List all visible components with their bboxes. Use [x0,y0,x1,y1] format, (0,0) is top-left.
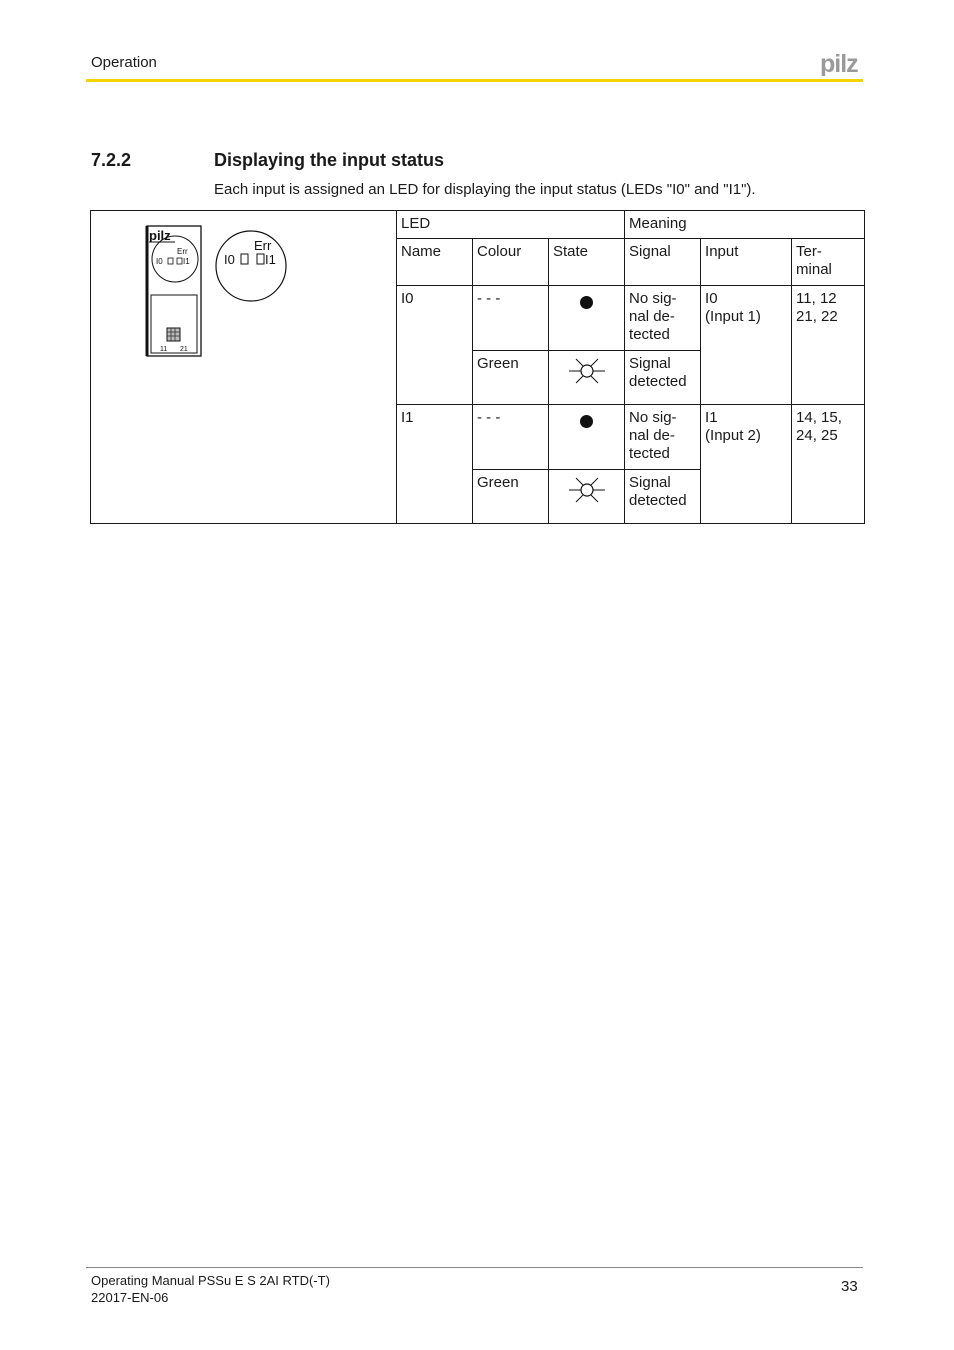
module-i1-label: I1 [183,257,190,266]
zoom-i0-label: I0 [224,252,235,267]
module-logo: pilz [149,228,171,243]
col-header-terminal: Ter- minal [792,239,865,286]
module-figure [91,211,397,523]
input-cell-i1: I1 (Input 2) [701,405,792,524]
module-led-i0 [168,258,173,264]
terminal-label-right: 21 [180,346,188,353]
state-cell [549,405,625,470]
footer-doc-number: 22017-EN-06 [91,1290,169,1305]
led-name-i1: I1 [397,405,473,524]
terminal-cell-i1: 14, 15, 24, 25 [792,405,865,524]
zoom-i1-label: I1 [265,252,276,267]
colour-cell: Green [473,351,549,405]
col-header-colour: Colour [473,239,549,286]
terminal-cell-i0: 11, 12 21, 22 [792,286,865,405]
signal-cell: No sig- nal de- tected [625,286,701,351]
input-cell-i0: I0 (Input 1) [701,286,792,405]
section-number: 7.2.2 [91,150,132,170]
group-header-led: LED [397,211,625,239]
pilz-logo [820,50,864,81]
col-header-state: State [549,239,625,286]
state-cell [549,470,625,524]
col-header-name: Name [397,239,473,286]
header-section-title: Operation [91,54,157,71]
signal-cell: Signal detected [625,351,701,405]
colour-cell: - - - [473,286,549,351]
signal-cell: Signal detected [625,470,701,524]
section-intro: Each input is assigned an LED for displaying the input status (LEDs "I0" and "I1"). [214,181,756,198]
led-off-icon [580,415,593,428]
module-figure-cell [91,211,397,524]
module-i0-label: I0 [156,257,163,266]
state-cell [549,351,625,405]
section-title: Displaying the input status [214,150,445,170]
terminal-block [151,295,197,353]
colour-cell: Green [473,470,549,524]
state-cell [549,286,625,351]
footer-rule [86,1267,863,1268]
module-led-i1 [177,258,182,264]
led-status-table [90,210,865,524]
terminal-connector-icon [167,328,180,341]
colour-cell: - - - [473,405,549,470]
module-err-label: Err [177,247,188,256]
led-name-i0: I0 [397,286,473,405]
header-rule [86,79,863,82]
led-off-icon [580,296,593,309]
led-on-icon [567,474,607,506]
col-header-input: Input [701,239,792,286]
terminal-label-left: 11 [160,346,168,353]
led-on-icon [567,355,607,387]
pilz-logo-text: pilz [820,50,858,76]
footer-manual-title: Operating Manual PSSu E S 2AI RTD(-T) [91,1273,330,1288]
page-number: 33 [841,1278,858,1295]
group-header-meaning: Meaning [625,211,865,239]
signal-cell: No sig- nal de- tected [625,405,701,470]
zoom-err-label: Err [254,238,272,253]
col-header-signal: Signal [625,239,701,286]
